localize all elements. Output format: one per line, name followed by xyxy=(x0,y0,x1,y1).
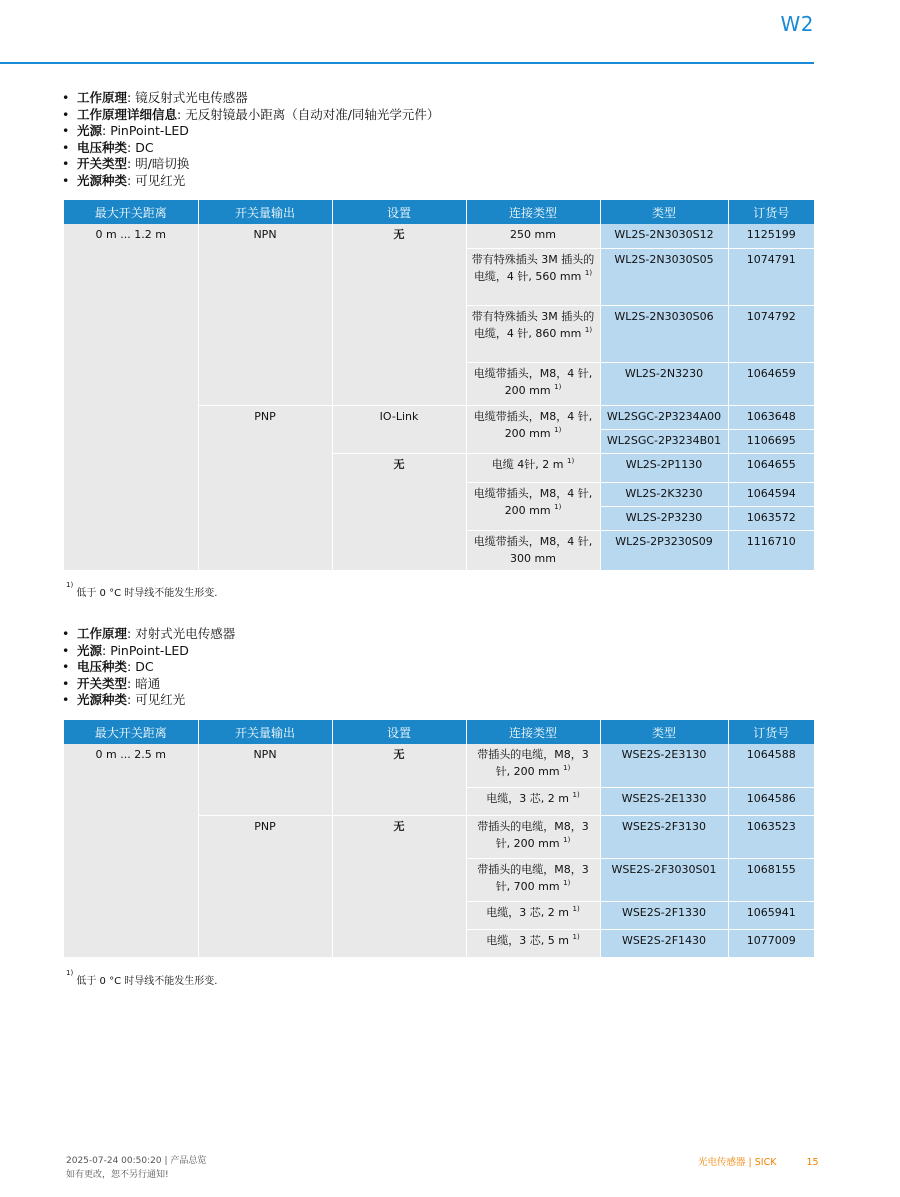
order-cell: 1063523 xyxy=(728,815,814,858)
order-cell: 1063572 xyxy=(728,506,814,530)
feature-item: • 电压种类: DC xyxy=(62,659,235,676)
table-row xyxy=(64,744,814,787)
table-header-row xyxy=(64,200,814,224)
output-cell: NPN xyxy=(198,744,332,815)
conn-cell: 带插头的电缆，M8，3 针, 200 mm $^{1)}$ xyxy=(466,815,600,858)
order-cell: 1064659 xyxy=(728,362,814,405)
order-cell: 1106695 xyxy=(728,429,814,453)
order-cell: 1064588 xyxy=(728,744,814,787)
type-cell: WSE2S-2E1330 xyxy=(600,787,728,815)
setting-cell: 无 xyxy=(332,744,466,815)
conn-cell: 电缆带插头，M8，4 针, 200 mm $^{1)}$ xyxy=(466,362,600,405)
type-cell: WL2S-2N3030S12 xyxy=(600,224,728,248)
setting-cell: 无 xyxy=(332,815,466,957)
footnote-1: $^{1)}$ 低于 0 °C 时导线不能发生形变. xyxy=(66,581,218,599)
order-cell: 1074792 xyxy=(728,305,814,362)
type-cell: WL2S-2K3230 xyxy=(600,482,728,506)
col-header: 最大开关距离 xyxy=(64,720,198,744)
page-footer-meta xyxy=(66,1154,206,1182)
table-row xyxy=(64,224,814,248)
product-table-1 xyxy=(64,200,814,571)
distance-cell: 0 m ... 1.2 m xyxy=(64,224,198,570)
setting-cell: 无 xyxy=(332,453,466,570)
type-cell: WL2S-2P1130 xyxy=(600,453,728,482)
conn-cell: 带有特殊插头 3M 插头的电缆，4 针, 560 mm $^{1)}$ xyxy=(466,248,600,305)
order-cell: 1074791 xyxy=(728,248,814,305)
conn-cell: 电缆 4针, 2 m $^{1)}$ xyxy=(466,453,600,482)
footnote-2: $^{1)}$ 低于 0 °C 时导线不能发生形变. xyxy=(66,969,218,987)
col-header: 最大开关距离 xyxy=(64,200,198,224)
page-number: 15 xyxy=(806,1157,819,1168)
order-cell: 1063648 xyxy=(728,405,814,429)
type-cell: WL2SGC-2P3234B01 xyxy=(600,429,728,453)
feature-item: • 开关类型: 暗通 xyxy=(62,676,235,693)
footer-brand: 光电传感器 | SICK xyxy=(698,1157,777,1168)
type-cell: WL2S-2N3030S06 xyxy=(600,305,728,362)
order-cell: 1116710 xyxy=(728,530,814,570)
type-cell: WL2SGC-2P3234A00 xyxy=(600,405,728,429)
order-cell: 1068155 xyxy=(728,858,814,901)
output-cell: PNP xyxy=(198,405,332,570)
col-header: 订货号 xyxy=(728,720,814,744)
col-header: 开关量输出 xyxy=(198,720,332,744)
feature-item: • 光源: PinPoint-LED xyxy=(62,123,439,140)
feature-item: • 工作原理: 镜反射式光电传感器 xyxy=(62,90,439,107)
col-header: 连接类型 xyxy=(466,200,600,224)
col-header: 类型 xyxy=(600,200,728,224)
col-header: 设置 xyxy=(332,720,466,744)
order-cell: 1125199 xyxy=(728,224,814,248)
col-header: 连接类型 xyxy=(466,720,600,744)
setting-cell: 无 xyxy=(332,224,466,405)
table-header-row xyxy=(64,720,814,744)
feature-item: • 光源种类: 可见红光 xyxy=(62,173,439,190)
feature-list-2 xyxy=(62,626,235,709)
order-cell: 1064655 xyxy=(728,453,814,482)
col-header: 开关量输出 xyxy=(198,200,332,224)
type-cell: WSE2S-2F1330 xyxy=(600,901,728,929)
conn-cell: 电缆带插头，M8，4 针, 300 mm xyxy=(466,530,600,570)
product-table-2 xyxy=(64,720,814,958)
output-cell: NPN xyxy=(198,224,332,405)
footer-timestamp: 2025-07-24 00:50:20 | 产品总览 xyxy=(66,1156,207,1166)
feature-item: • 工作原理: 对射式光电传感器 xyxy=(62,626,235,643)
conn-cell: 电缆，3 芯, 2 m $^{1)}$ xyxy=(466,787,600,815)
type-cell: WL2S-2P3230 xyxy=(600,506,728,530)
type-cell: WL2S-2N3030S05 xyxy=(600,248,728,305)
col-header: 类型 xyxy=(600,720,728,744)
feature-list-1 xyxy=(62,90,439,189)
col-header: 设置 xyxy=(332,200,466,224)
feature-item: • 工作原理详细信息: 无反射镜最小距离（自动对准/同轴光学元件） xyxy=(62,107,439,124)
distance-cell: 0 m ... 2.5 m xyxy=(64,744,198,957)
conn-cell: 带插头的电缆，M8，3 针, 200 mm $^{1)}$ xyxy=(466,744,600,787)
feature-item: • 开关类型: 明/暗切换 xyxy=(62,156,439,173)
order-cell: 1064594 xyxy=(728,482,814,506)
conn-cell: 带有特殊插头 3M 插头的电缆，4 针, 860 mm $^{1)}$ xyxy=(466,305,600,362)
conn-cell: 电缆，3 芯, 2 m $^{1)}$ xyxy=(466,901,600,929)
order-cell: 1064586 xyxy=(728,787,814,815)
footer-disclaimer: 如有更改，恕不另行通知! xyxy=(66,1170,169,1180)
conn-cell: 电缆带插头，M8，4 针, 200 mm $^{1)}$ xyxy=(466,405,600,453)
chapter-tag: W2 xyxy=(780,12,814,36)
order-cell: 1077009 xyxy=(728,929,814,957)
type-cell: WSE2S-2F1430 xyxy=(600,929,728,957)
type-cell: WSE2S-2F3030S01 xyxy=(600,858,728,901)
type-cell: WL2S-2P3230S09 xyxy=(600,530,728,570)
page-footer-brand xyxy=(698,1154,819,1168)
feature-item: • 光源种类: 可见红光 xyxy=(62,692,235,709)
conn-cell: 250 mm xyxy=(466,224,600,248)
col-header: 订货号 xyxy=(728,200,814,224)
feature-item: • 电压种类: DC xyxy=(62,140,439,157)
order-cell: 1065941 xyxy=(728,901,814,929)
type-cell: WL2S-2N3230 xyxy=(600,362,728,405)
type-cell: WSE2S-2F3130 xyxy=(600,815,728,858)
setting-cell: IO-Link xyxy=(332,405,466,453)
conn-cell: 带插头的电缆，M8，3 针, 700 mm $^{1)}$ xyxy=(466,858,600,901)
conn-cell: 电缆带插头，M8，4 针, 200 mm $^{1)}$ xyxy=(466,482,600,530)
type-cell: WSE2S-2E3130 xyxy=(600,744,728,787)
conn-cell: 电缆，3 芯, 5 m $^{1)}$ xyxy=(466,929,600,957)
header-rule xyxy=(0,62,814,64)
feature-item: • 光源: PinPoint-LED xyxy=(62,643,235,660)
output-cell: PNP xyxy=(198,815,332,957)
